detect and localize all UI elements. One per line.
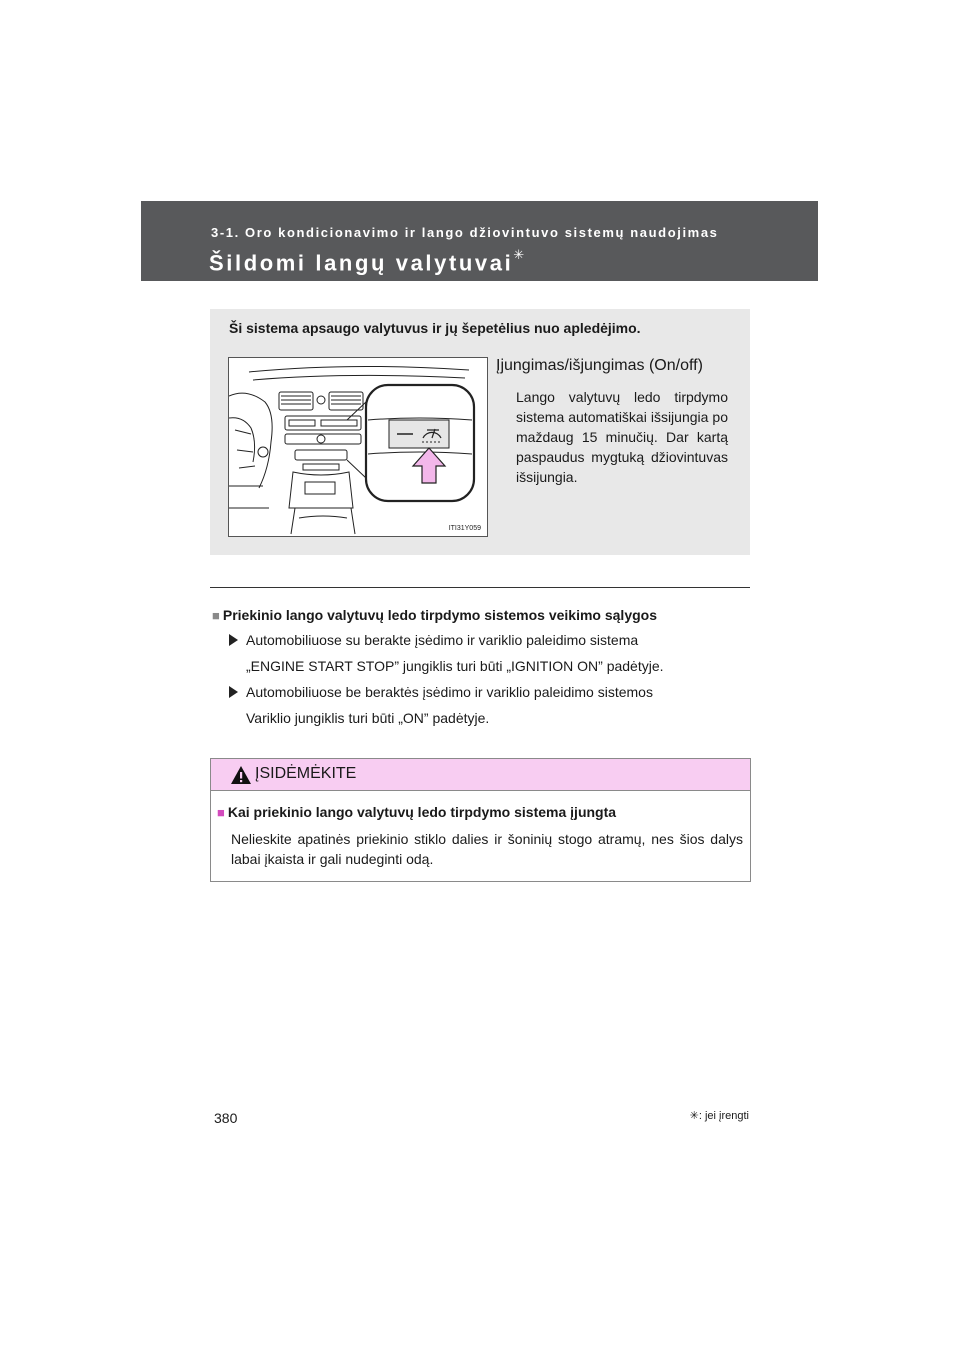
illustration-code: ITI31Y059 [448,525,481,532]
section-divider [210,587,750,588]
onoff-title: Įjungimas/išjungimas (On/off) [496,357,703,374]
square-bullet-icon: ■ [217,805,225,820]
conditions-heading [212,607,657,623]
triangle-bullet-icon [229,686,238,698]
condition-item-detail: „ENGINE START STOP” jungiklis turi būti „IGNITION ON” padėtyje. [246,658,664,674]
caution-title: ĮSIDĖMĖKITE [255,765,357,782]
dashboard-illustration [228,357,488,537]
intro-box [210,309,750,555]
header-band [141,201,818,281]
title-asterisk-mark: ✳ [513,247,525,262]
caution-box [210,758,751,882]
caution-text: Nelieskite apatinės priekinio stiklo dalies ir šoninių stogo atramų, nes šios dalys labai įkaista ir gali nudeginti odą. [231,831,743,867]
condition-item [229,684,653,700]
condition-item-title: Automobiliuose be beraktės įsėdimo ir variklio paleidimo sistemos [246,684,653,700]
intro-text: Ši sistema apsaugo valytuvus ir jų šepetėlius nuo apledėjimo. [229,320,641,336]
caution-subheading-text: Kai priekinio lango valytuvų ledo tirpdymo sistema įjungta [227,804,617,820]
square-bullet-icon: ■ [212,608,220,623]
caution-subheading [217,804,616,820]
section-label: 3-1. Oro kondicionavimo ir lango džiovintuvo sistemų naudojimas [211,225,719,240]
caution-header [211,759,750,791]
page-title-text: Šildomi langų valytuvai [209,250,514,276]
page-number: 380 [214,1110,238,1126]
warning-icon [230,765,252,785]
onoff-description: Lango valytuvų ledo tirpdymo sistema automatiškai išsijungia po maždaug 15 minučių. Dar kartą paspaudus mygtuką džiovintuvas išsijungia. [516,389,728,485]
condition-item [229,632,638,648]
footnote-text: : jei įrengti [698,1110,749,1122]
dashboard-drawing [229,358,487,536]
triangle-bullet-icon [229,634,238,646]
footnote-asterisk-mark: ✳ [689,1110,699,1122]
conditions-heading-text: Priekinio lango valytuvų ledo tirpdymo sistemos veikimo sąlygos [222,607,657,623]
page-title [209,247,525,276]
condition-item-detail: Variklio jungiklis turi būti „ON” padėtyje. [246,710,490,726]
condition-item-title: Automobiliuose su berakte įsėdimo ir variklio paleidimo sistema [246,632,639,648]
footnote [690,1109,749,1122]
